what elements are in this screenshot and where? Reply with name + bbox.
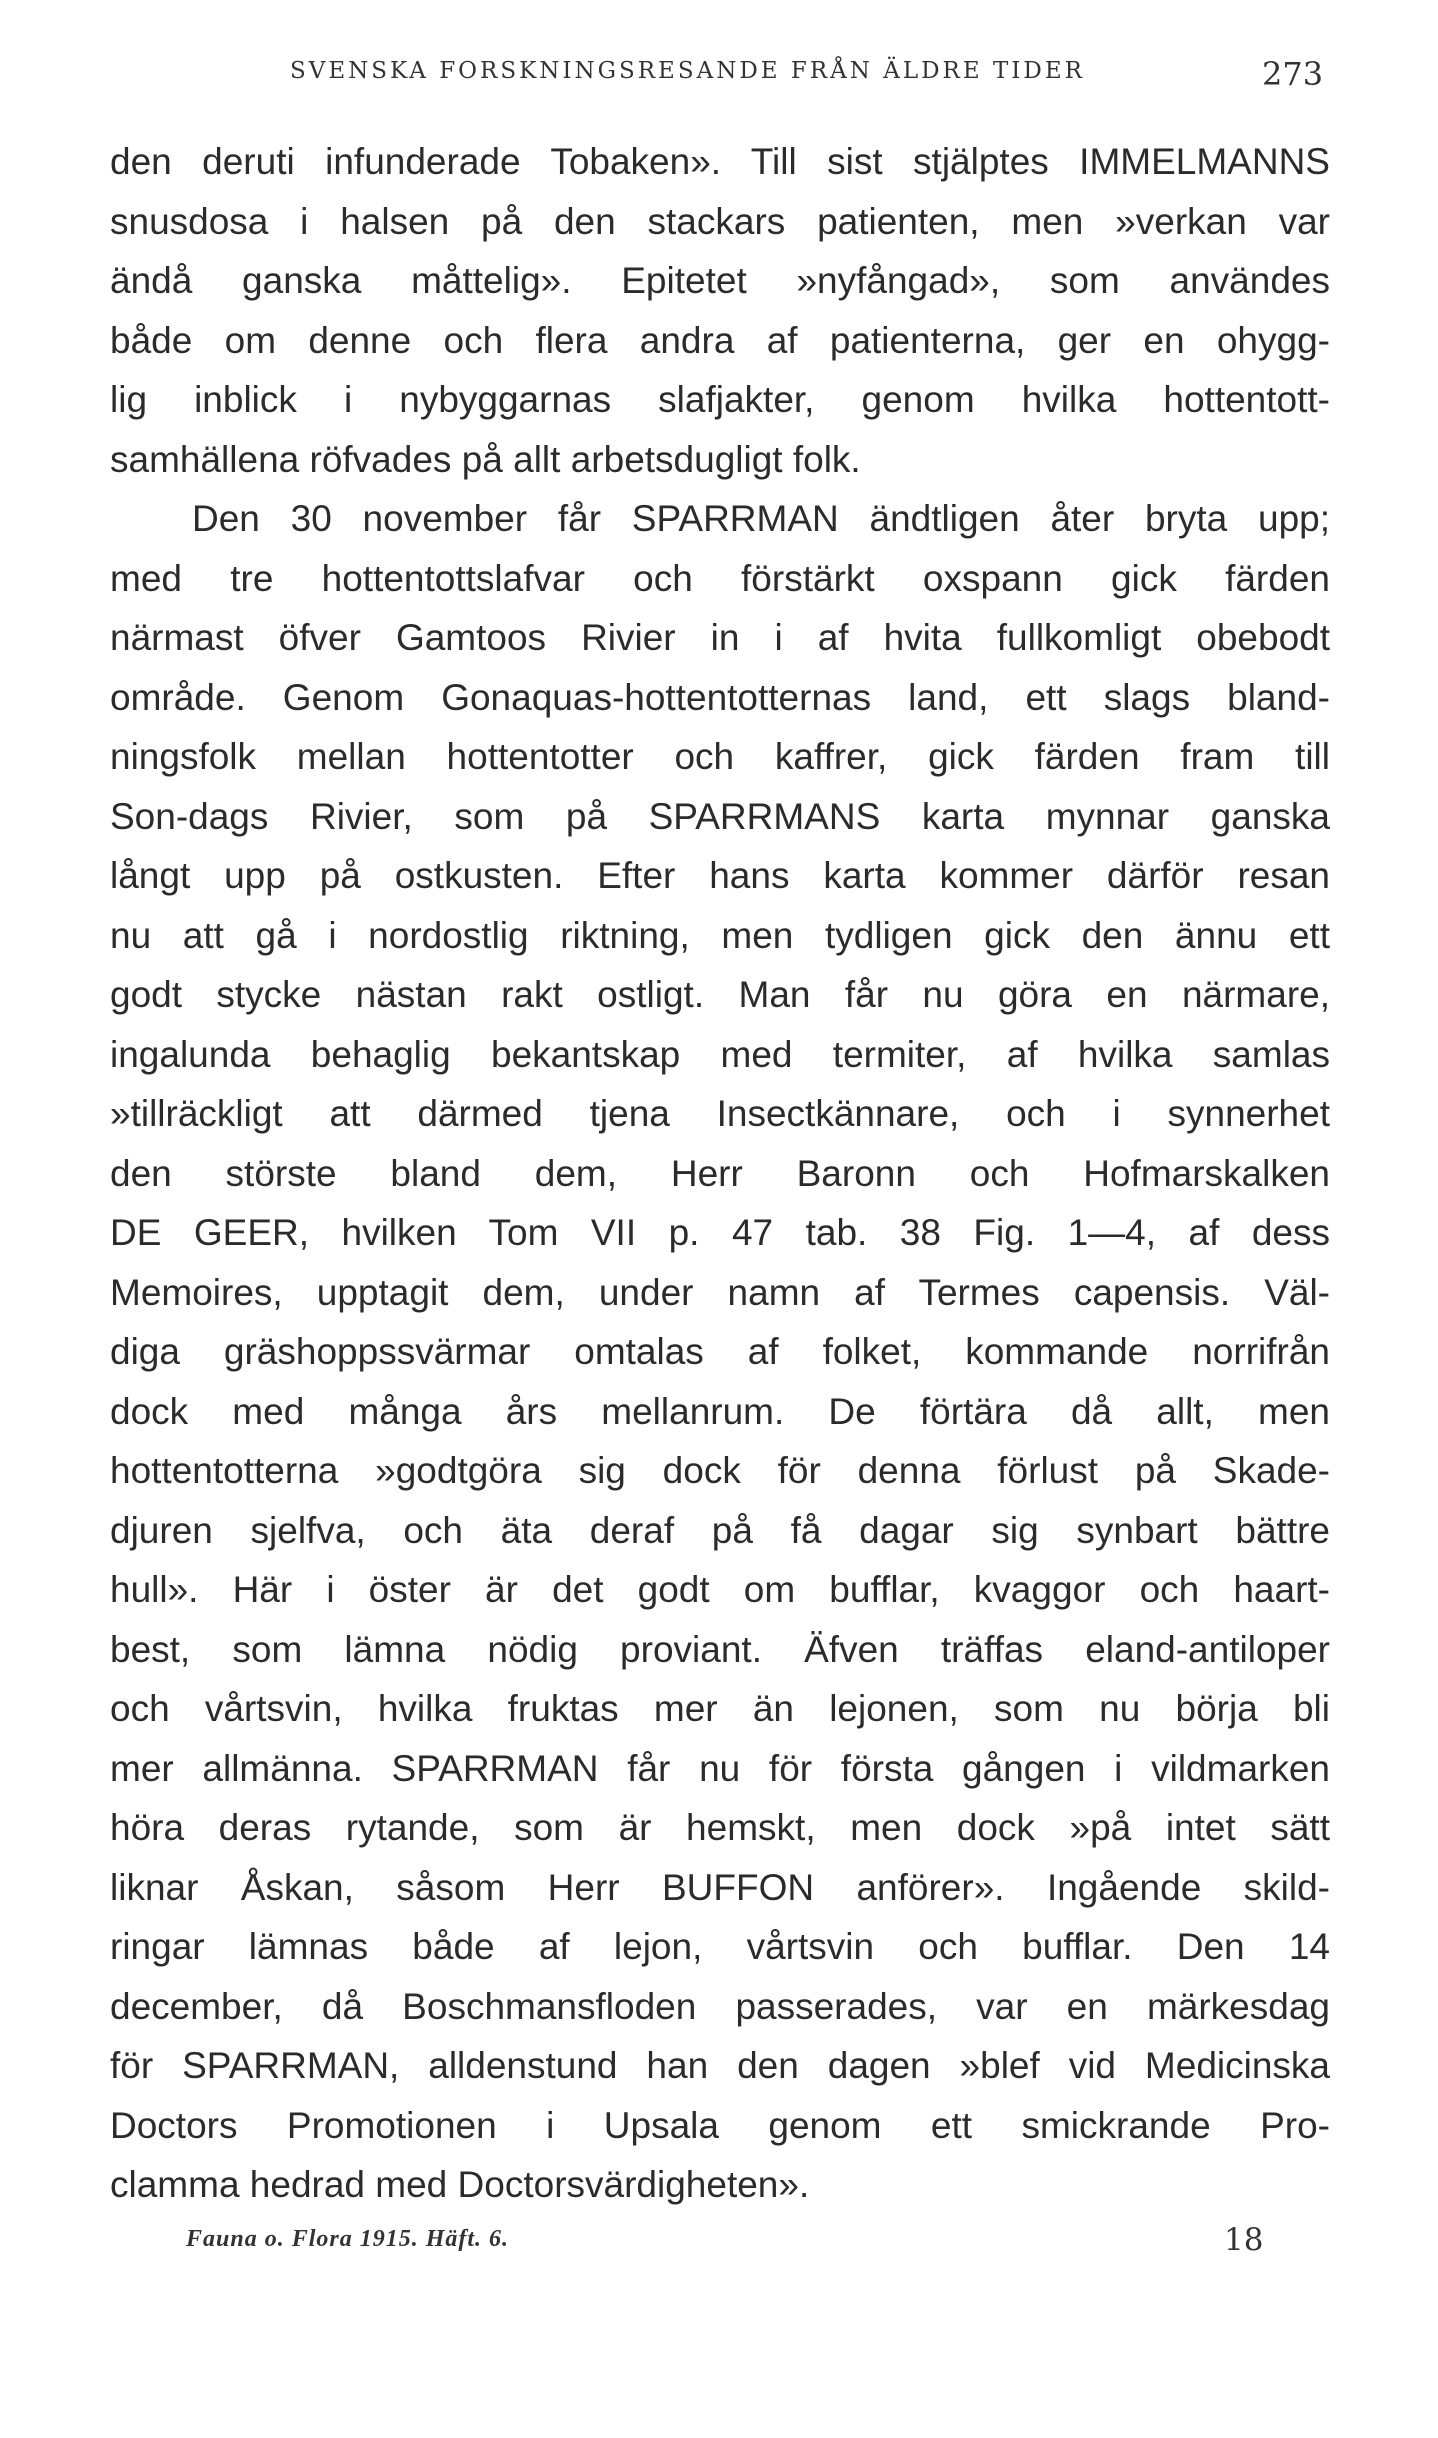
text-line: med tre hottentottslafvar och förstärkt oxspann gick färden <box>110 557 1330 599</box>
text-line: godt stycke nästan rakt ostligt. Man får nu göra en närmare, <box>110 974 1330 1015</box>
text-line: ingalunda behaglig bekantskap med termiter, af hvilka samlas <box>110 1033 1330 1075</box>
text-line: nu att gå i nordostlig riktning, men tydligen gick den ännu ett <box>110 914 1330 956</box>
text-line: liknar Åskan, såsom Herr BUFFON anförer». Ingående skild- <box>110 1866 1330 1908</box>
text-line: område. Genom Gonaquas-hottentotternas land, ett slags bland- <box>110 676 1330 718</box>
running-title: SVENSKA FORSKNINGSRESANDE FRÅN ÄLDRE TIDER <box>290 58 1085 84</box>
journal-footer: Fauna o. Flora 1915. Häft. 6. <box>186 2226 510 2252</box>
text-line: samhällena röfvades på allt arbetsdugligt folk. <box>110 438 861 480</box>
text-line: snusdosa i halsen på den stackars patienten, men »verkan var <box>110 200 1330 242</box>
text-line: dock med många års mellanrum. De förtära då allt, men <box>110 1390 1330 1432</box>
text-line: ningsfolk mellan hottentotter och kaffrer, gick färden fram till <box>110 736 1330 777</box>
text-line: Memoires, upptagit dem, under namn af Termes capensis. Väl- <box>110 1271 1330 1313</box>
text-line: närmast öfver Gamtoos Rivier in i af hvita fullkomligt obebodt <box>110 617 1330 658</box>
text-line: både om denne och flera andra af patienterna, ger en ohygg- <box>110 319 1330 361</box>
text-line: DE GEER, hvilken Tom VII p. 47 tab. 38 Fig. 1—4, af dess <box>110 1212 1330 1253</box>
page-number: 273 <box>1262 55 1324 93</box>
body-text <box>110 132 1330 2215</box>
text-line: best, som lämna nödig proviant. Äfven träffas eland-antiloper <box>110 1628 1330 1670</box>
text-line: december, då Boschmansfloden passerades, var en märkesdag <box>110 1985 1330 2027</box>
text-line: hottentotterna »godtgöra sig dock för denna förlust på Skade- <box>110 1450 1330 1491</box>
text-line: hull». Här i öster är det godt om bufflar, kvaggor och haart- <box>110 1569 1330 1610</box>
text-line: höra deras rytande, som är hemskt, men dock »på intet sätt <box>110 1807 1330 1848</box>
text-line: djuren sjelfva, och äta deraf på få dagar sig synbart bättre <box>110 1509 1330 1551</box>
text-line: den störste bland dem, Herr Baronn och Hofmarskalken <box>110 1152 1330 1194</box>
text-line: ringar lämnas både af lejon, vårtsvin och bufflar. Den 14 <box>110 1926 1330 1967</box>
text-line: mer allmänna. SPARRMAN får nu för första gången i vildmarken <box>110 1747 1330 1789</box>
text-line: Doctors Promotionen i Upsala genom ett smickrande Pro- <box>110 2104 1330 2146</box>
text-line: Den 30 november får SPARRMAN ändtligen åter bryta upp; <box>192 498 1330 539</box>
text-line: och vårtsvin, hvilka fruktas mer än lejonen, som nu börja bli <box>110 1688 1330 1729</box>
signature-mark: 18 <box>1224 2222 1264 2258</box>
text-line: för SPARRMAN, alldenstund han den dagen »blef vid Medicinska <box>110 2045 1330 2086</box>
text-line: »tillräckligt att därmed tjena Insectkännare, och i synnerhet <box>110 1093 1330 1134</box>
text-line: den deruti infunderade Tobaken». Till sist stjälptes IMMELMANNS <box>110 141 1330 182</box>
text-line: clamma hedrad med Doctorsvärdigheten». <box>110 2164 810 2205</box>
text-line: diga gräshoppssvärmar omtalas af folket, kommande norrifrån <box>110 1331 1330 1372</box>
text-line: Son-dags Rivier, som på SPARRMANS karta mynnar ganska <box>110 795 1330 837</box>
text-line: långt upp på ostkusten. Efter hans karta kommer därför resan <box>110 855 1330 896</box>
text-line: ändå ganska måttelig». Epitetet »nyfångad», som användes <box>110 260 1330 301</box>
text-line: lig inblick i nybyggarnas slafjakter, genom hvilka hottentott- <box>110 379 1330 420</box>
